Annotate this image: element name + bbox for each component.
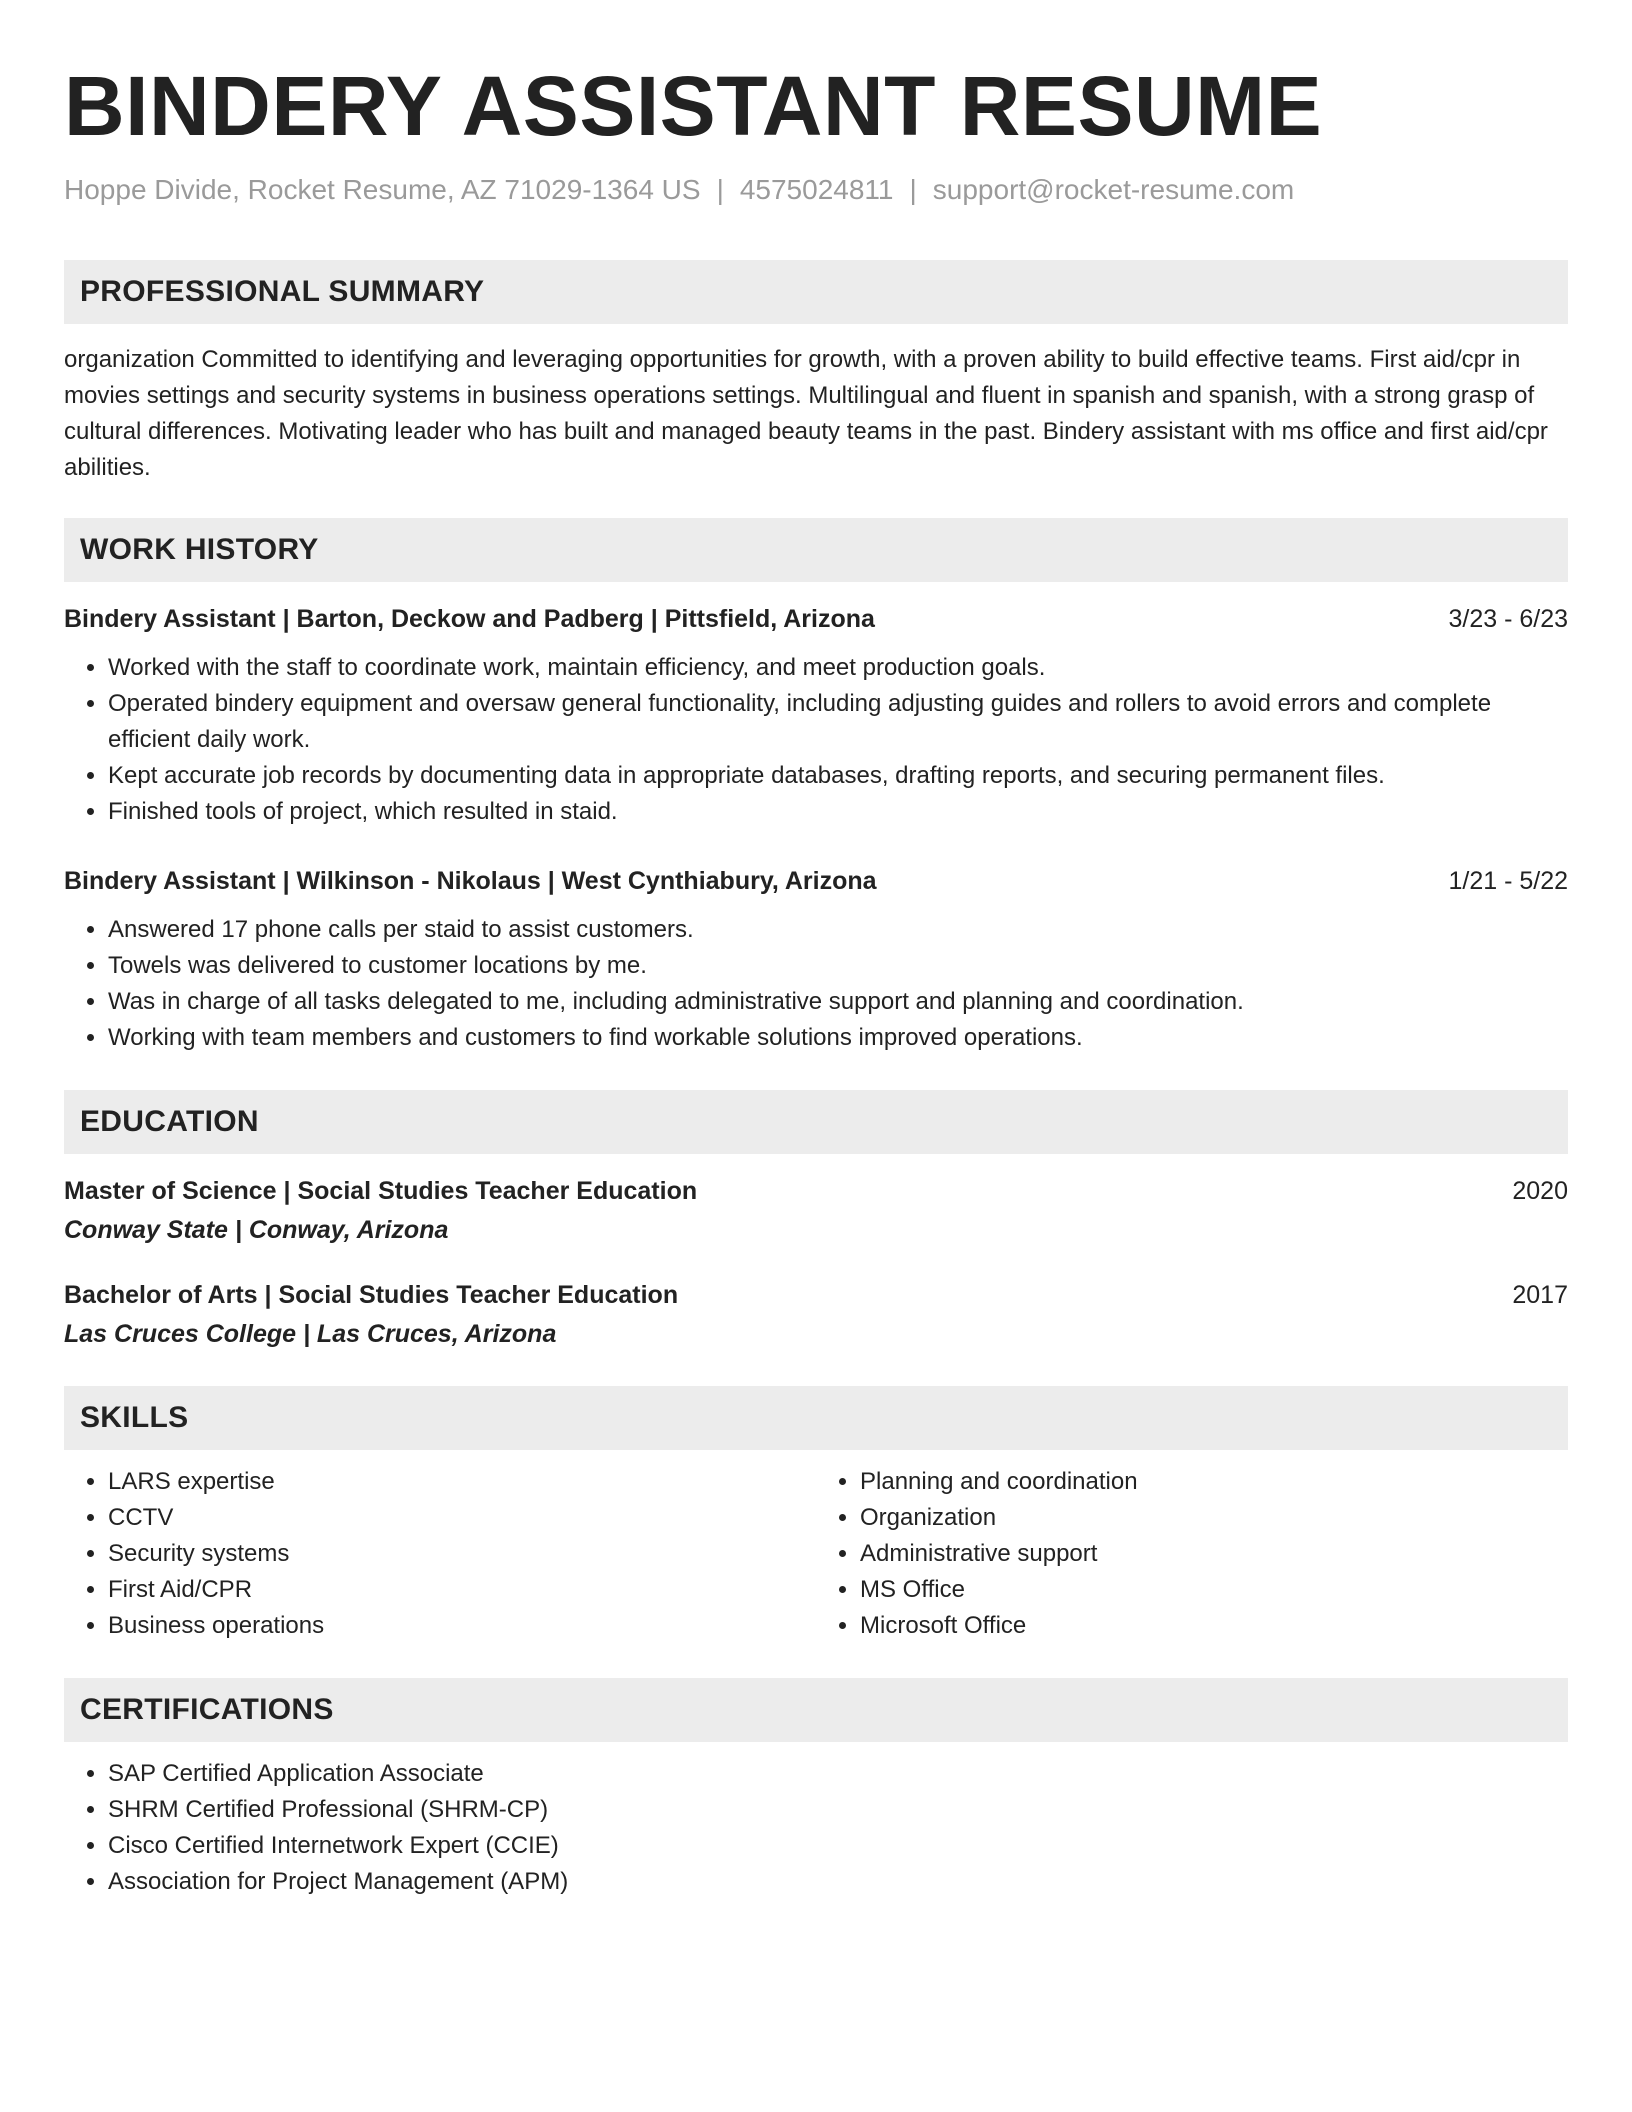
section-heading-education: EDUCATION [64, 1090, 1568, 1154]
resume-title: BINDERY ASSISTANT RESUME [64, 59, 1323, 153]
job-dates: 1/21 - 5/22 [1448, 867, 1568, 895]
certifications-section [64, 1678, 1568, 1900]
list-item: • Association for Project Management (APM) [108, 1864, 1568, 1900]
degree-year: 2020 [1512, 1177, 1568, 1205]
section-heading-skills: SKILLS [64, 1386, 1568, 1450]
list-item: • First Aid/CPR [108, 1572, 816, 1608]
summary-section [64, 260, 1568, 486]
summary-text: organization Committed to identifying and leveraging opportunities for growth, with a proven ability to build effective teams. First aid/cpr in movies settings and security systems in business operations settings. Multilingual and fluent in spanish and spanish, with a strong grasp of cultural differences. Motivating leader who has built and managed beauty teams in the past. Bindery assistant with ms office and first aid/cpr abilities. [64, 346, 1548, 481]
job-bullets [64, 650, 1568, 830]
list-item: • Business operations [108, 1608, 816, 1644]
list-item: • Answered 17 phone calls per staid to assist customers. [108, 912, 1568, 948]
list-item: • Working with team members and customers to find workable solutions improved operations. [108, 1020, 1568, 1056]
school-name: Las Cruces College | Las Cruces, Arizona [64, 1320, 557, 1348]
section-heading-certifications: CERTIFICATIONS [64, 1678, 1568, 1742]
work-history-section [64, 518, 1568, 1056]
job-entry [64, 602, 1568, 830]
skills-list-left [64, 1464, 816, 1644]
degree-title: Master of Science | Social Studies Teacher Education [64, 1177, 698, 1205]
list-item: • Cisco Certified Internetwork Expert (CCIE) [108, 1828, 1568, 1864]
list-item: • Security systems [108, 1536, 816, 1572]
job-bullets [64, 912, 1568, 1056]
job-title: Bindery Assistant | Wilkinson - Nikolaus | West Cynthiabury, Arizona [64, 867, 877, 895]
education-entry [64, 1278, 1568, 1352]
skills-section [64, 1386, 1568, 1644]
education-entry [64, 1174, 1568, 1248]
certifications-list [64, 1756, 1568, 1900]
job-header [64, 602, 1568, 636]
list-item: • Worked with the staff to coordinate work, maintain efficiency, and meet production goals. [108, 650, 1568, 686]
list-item: • Administrative support [860, 1536, 1568, 1572]
degree-header [64, 1278, 1568, 1312]
contact-separator: | [716, 174, 724, 205]
skills-list-right [816, 1464, 1568, 1644]
job-entry [64, 864, 1568, 1056]
list-item: • Kept accurate job records by documenting data in appropriate databases, drafting reports, and securing permanent files. [108, 758, 1568, 794]
list-item: • Finished tools of project, which resulted in staid. [108, 794, 1568, 830]
job-title: Bindery Assistant | Barton, Deckow and Padberg | Pittsfield, Arizona [64, 605, 875, 633]
section-heading-work: WORK HISTORY [64, 518, 1568, 582]
contact-phone: 4575024811 [739, 174, 894, 205]
contact-email: support@rocket-resume.com [932, 174, 1295, 205]
skills-columns [64, 1464, 1568, 1644]
list-item: • Towels was delivered to customer locations by me. [108, 948, 1568, 984]
degree-title: Bachelor of Arts | Social Studies Teacher Education [64, 1281, 679, 1309]
job-header [64, 864, 1568, 898]
list-item: • SAP Certified Application Associate [108, 1756, 1568, 1792]
education-section [64, 1090, 1568, 1352]
degree-year: 2017 [1512, 1281, 1568, 1309]
list-item: • Microsoft Office [860, 1608, 1568, 1644]
list-item: • SHRM Certified Professional (SHRM-CP) [108, 1792, 1568, 1828]
list-item: • LARS expertise [108, 1464, 816, 1500]
list-item: • Organization [860, 1500, 1568, 1536]
contact-separator: | [909, 174, 917, 205]
job-dates: 3/23 - 6/23 [1448, 605, 1568, 633]
contact-line [64, 172, 1568, 208]
degree-header [64, 1174, 1568, 1208]
list-item: • Operated bindery equipment and oversaw general functionality, including adjusting guides and rollers to avoid errors and complete efficient daily work. [108, 686, 1568, 758]
school-name: Conway State | Conway, Arizona [64, 1216, 449, 1244]
list-item: • Was in charge of all tasks delegated to me, including administrative support and planning and coordination. [108, 984, 1568, 1020]
section-heading-summary: PROFESSIONAL SUMMARY [64, 260, 1568, 324]
list-item: • Planning and coordination [860, 1464, 1568, 1500]
list-item: • CCTV [108, 1500, 816, 1536]
contact-address: Hoppe Divide, Rocket Resume, AZ 71029-1364 US [64, 174, 701, 205]
list-item: • MS Office [860, 1572, 1568, 1608]
